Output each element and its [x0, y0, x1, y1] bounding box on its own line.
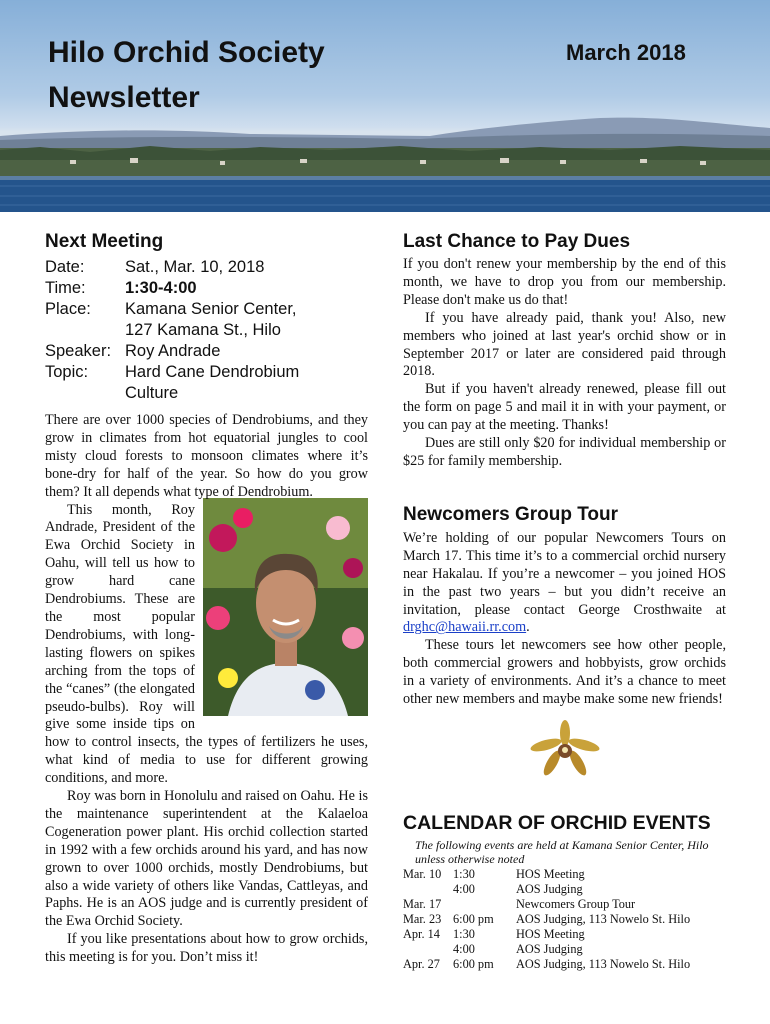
issue-date: March 2018: [566, 40, 686, 65]
meeting-paragraph: There are over 1000 species of Dendrobiums, and they grow in climates from hot equatorial jungles to cool misty cloud forests to monsoon climates where it’s bone-dry for half of the year. So how do you grow them? It all depends what type of Dendrobium.: [45, 412, 368, 500]
meeting-row-topic: Topic: Hard Cane Dendrobium: [45, 363, 300, 381]
newsletter-title: Hilo Orchid Society Newsletter: [48, 36, 325, 114]
newcomers-heading: Newcomers Group Tour: [403, 503, 619, 525]
calendar-heading: CALENDAR OF ORCHID EVENTS: [403, 811, 711, 834]
dues-paragraph-2: If you have already paid, thank you! Also, new members who joined at last year's orchid show or in September 2017 or later are considered paid through 2018.: [403, 309, 726, 380]
dues-paragraph-1: If you don't renew your membership by the end of this month, we have to drop you from our membership. Please don't make us do that!: [403, 256, 726, 308]
speaker-paragraph: This month, Roy Andrade, President of the Ewa Orchid Society in Oahu, will tell us how to grow hard cane Dendrobiums. These are the most popular Dendrobiums, with long-lasting flowers on spikes arching from the tops of the “canes” (the elongated pseudo-bulbs). Roy will give some inside tips on how to control insects, the types of fertilizers he uses, what kind of media to use for different growing conditions, and more.: [45, 501, 368, 787]
calendar-row: Apr. 27 6:00 pm AOS Judging, 113 Nowelo St. Hilo: [403, 956, 691, 971]
newcomers-paragraph-1: We’re holding of our popular Newcomers Tours on March 17. This time it’s to a commercial orchid nursery near Hakalau. If you’re a newcomer – you joined HOS in the past two years – but you didn’t receive an invitation, please contact George Crosthwaite at drghc@hawaii.rr.com.: [403, 529, 726, 636]
speaker-bio-paragraph: Roy was born in Honolulu and raised on Oahu. He is the maintenance superintendent at the Kalaeloa Cogeneration power plant. His orchid collection started in 1992 with a few orchids around his yard, and has now grown to over 1000 orchids, mostly Dendrobiums, but also a wide variety of others like Vandas, Cattleyas, and Paphs. He is an AOS judge and is currently president of the Ewa Orchid Society.: [45, 788, 368, 930]
contact-email-link[interactable]: drghc@hawaii.rr.com: [403, 619, 527, 636]
calendar-row: 4:00 AOS Judging: [453, 881, 583, 896]
calendar-row: Apr. 14 1:30 HOS Meeting: [403, 926, 585, 941]
newcomers-paragraph-2: These tours let newcomers see how other people, both commercial growers and hobbyists, grow orchids in a variety of environments. And it’s a chance to meet other new members and maybe make some new friends!: [403, 637, 726, 708]
dues-paragraph-4: Dues are still only $20 for individual membership or $25 for family membership.: [403, 435, 726, 469]
calendar-list: [403, 867, 726, 972]
next-meeting-heading: Next Meeting: [45, 231, 164, 252]
right-column: [403, 230, 726, 972]
meeting-row-speaker: Speaker: Roy Andrade: [45, 342, 221, 360]
dues-heading: Last Chance to Pay Dues: [403, 231, 631, 252]
dues-paragraph-3: But if you haven't already renewed, please fill out the form on page 5 and mail it in with your payment, or you can pay at the meeting. Thanks!: [403, 381, 726, 434]
speaker-photo: [203, 498, 368, 716]
orchid-flower-icon: [526, 719, 604, 785]
left-column: [45, 230, 368, 967]
meeting-details: [45, 257, 368, 404]
calendar-row: Mar. 23 6:00 pm AOS Judging, 113 Nowelo St. Hilo: [403, 911, 691, 926]
calendar-row: Mar. 10 1:30 HOS Meeting: [403, 866, 585, 881]
meeting-row-time: Time: 1:30-4:00: [45, 279, 197, 297]
meeting-row-place: Place: Kamana Senior Center,: [45, 300, 297, 318]
meeting-row-topic-cont: Culture: [125, 384, 179, 402]
calendar-row: Mar. 17 Newcomers Group Tour: [403, 896, 636, 911]
meeting-row-address: 127 Kamana St., Hilo: [125, 321, 281, 339]
meeting-row-date: Date: Sat., Mar. 10, 2018: [45, 258, 265, 276]
calendar-note: The following events are held at Kamana Senior Center, Hilo unless otherwise noted: [415, 837, 709, 866]
header-banner: [0, 0, 770, 212]
closing-paragraph: If you like presentations about how to grow orchids, this meeting is for you. Don’t miss it!: [45, 931, 368, 966]
calendar-row: 4:00 AOS Judging: [453, 941, 583, 956]
